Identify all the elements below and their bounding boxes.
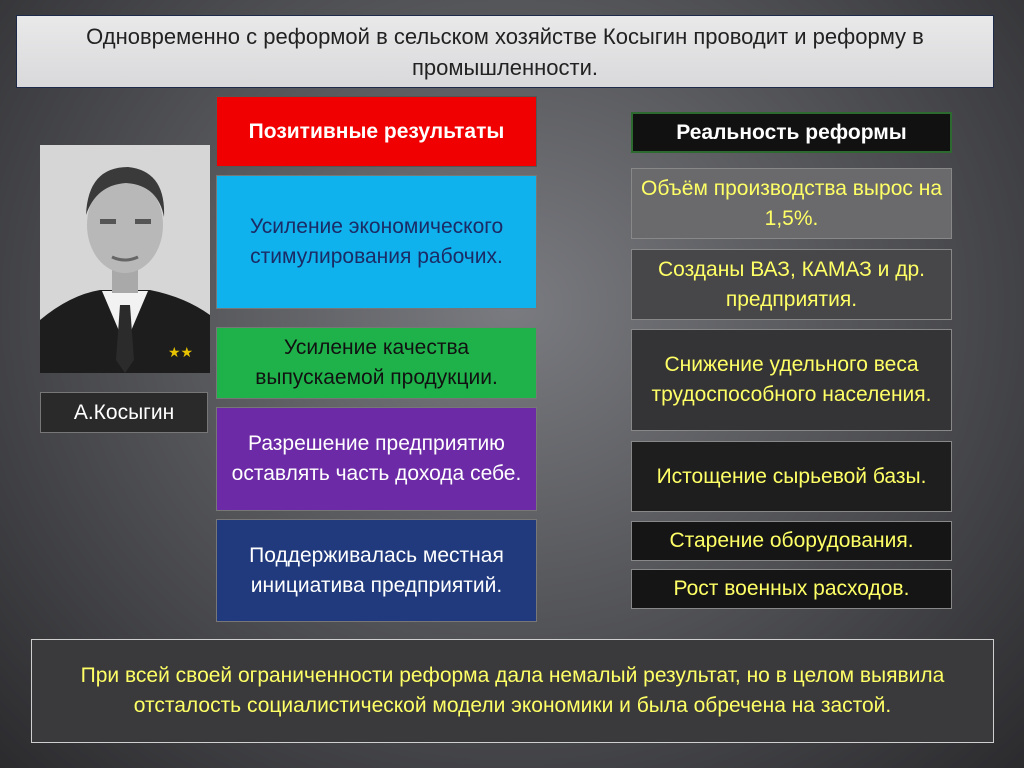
positive-item-quality: Усиление качества выпускаемой продукции. — [216, 327, 537, 399]
reality-item-equipment: Старение оборудования. — [631, 521, 952, 561]
positive-item-incentives: Усиление экономического стимулирования рабочих. — [216, 175, 537, 309]
slide-title: Одновременно с реформой в сельском хозяйстве Косыгин проводит и реформу в промышленности. — [16, 15, 994, 88]
conclusion-box: При всей своей ограниченности реформа дала немалый результат, но в целом выявила отсталость социалистической модели экономики и была обречена на застой. — [31, 639, 994, 743]
positive-item-local-initiative: Поддерживалась местная инициатива предприятий. — [216, 519, 537, 622]
reality-item-production: Объём производства вырос на 1,5%. — [631, 168, 952, 239]
positive-results-header: Позитивные результаты — [216, 96, 537, 167]
portrait-photo — [40, 145, 210, 373]
reality-item-workforce: Снижение удельного веса трудоспособного населения. — [631, 329, 952, 431]
reality-item-raw-materials: Истощение сырьевой базы. — [631, 441, 952, 512]
positive-item-retain-income: Разрешение предприятию оставлять часть дохода себе. — [216, 407, 537, 511]
reality-item-vaz-kamaz: Созданы ВАЗ, КАМАЗ и др. предприятия. — [631, 249, 952, 320]
svg-text:★★: ★★ — [168, 345, 194, 361]
reality-item-military: Рост военных расходов. — [631, 569, 952, 609]
reality-header: Реальность реформы — [631, 112, 952, 153]
portrait-caption: А.Косыгин — [40, 392, 208, 433]
